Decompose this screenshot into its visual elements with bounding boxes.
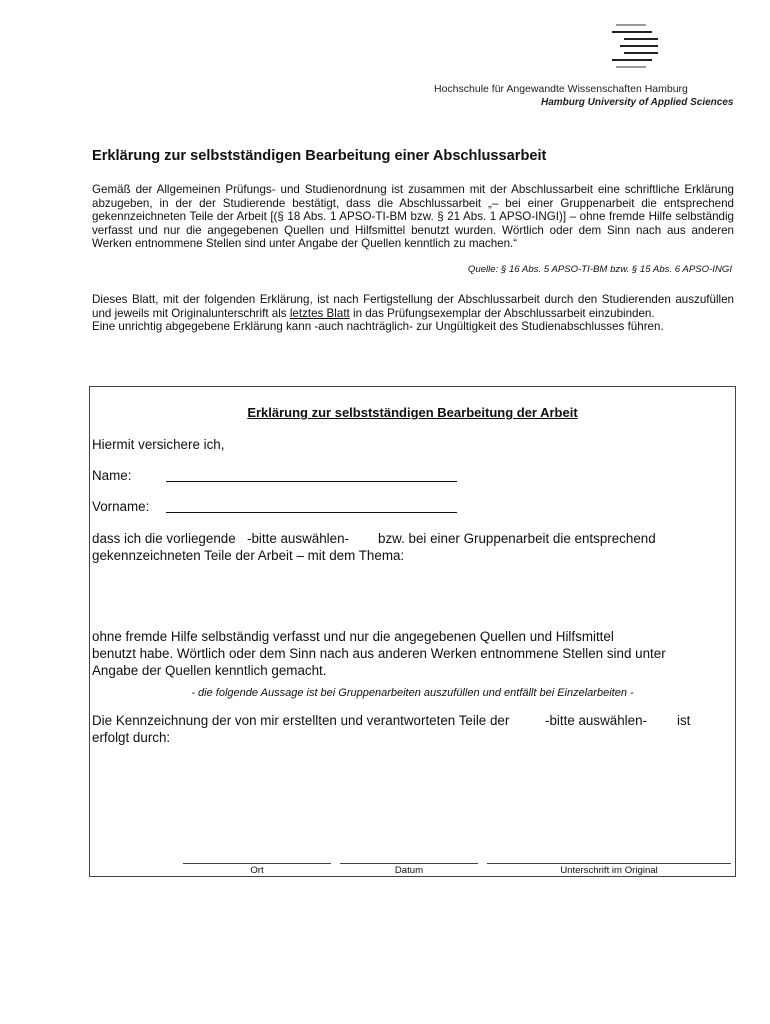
declaration-form xyxy=(89,386,736,877)
signature-label: Unterschrift im Original xyxy=(560,865,658,876)
warning-text: Eine unrichtig abgegebene Erklärung kann -auch nachträglich- zur Ungültigkeit des Studienabschlusses führen. xyxy=(92,320,664,334)
statement-text-b: bzw. bei einer Gruppenarbeit die entsprechend xyxy=(378,531,656,546)
ort-line[interactable] xyxy=(183,863,331,864)
declaration-line1: ohne fremde Hilfe selbständig verfasst und nur die angegebenen Quellen und Hilfsmittel xyxy=(92,629,614,644)
university-logo xyxy=(612,24,658,68)
declaration-line3: Angabe der Quellen kenntlich gemacht. xyxy=(92,663,327,678)
university-name-de: Hochschule für Angewandte Wissenschaften Hamburg xyxy=(434,83,688,95)
university-name-en: Hamburg University of Applied Sciences xyxy=(541,97,734,108)
vorname-field[interactable] xyxy=(166,512,457,513)
group-hint: - die folgende Aussage ist bei Gruppenarbeiten auszufüllen und entfällt bei Einzelarbeiten - xyxy=(191,687,634,699)
signature-line[interactable] xyxy=(487,863,731,864)
document-title: Erklärung zur selbstständigen Bearbeitung einer Abschlussarbeit xyxy=(92,148,547,164)
datum-line[interactable] xyxy=(340,863,478,864)
group-text-a: Die Kennzeichnung der von mir erstellten und verantworteten Teile der xyxy=(92,713,510,728)
intro-paragraph: Gemäß der Allgemeinen Prüfungs- und Studienordnung ist zusammen mit der Abschlussarbeit eine schriftliche Erklärung abzugeben, in der der Studierende bestätigt, dass die Abschlussarbeit „– bei einer Gruppenarbeit die entsprechend gekennzeichneten Teile der Arbeit [(§ 18 Abs. 1 APSO-TI-BM bzw. § 21 Abs. 1 APSO-INGI)] – ohne fremde Hilfe selbständig verfasst und nur die angegebenen Quellen und Hilfsmittel benutzt wurden. Wörtlich oder dem Sinn nach aus anderen Werken entnommene Stellen sind unter Angabe der Quellen kenntlich zu machen.“ xyxy=(92,183,734,251)
statement-text-a: dass ich die vorliegende xyxy=(92,531,236,546)
source-citation: Quelle: § 16 Abs. 5 APSO-TI-BM bzw. § 15 Abs. 6 APSO-INGI xyxy=(467,264,732,275)
statement-line2: gekennzeichneten Teile der Arbeit – mit dem Thema: xyxy=(92,548,405,563)
name-field[interactable] xyxy=(166,481,457,482)
instructions-text-1: Dieses Blatt, mit der folgenden Erklärung, ist nach Fertigstellung der Abschlussarbeit durch den Studierenden auszufüllen und jeweils mit Originalunterschrift als xyxy=(92,293,734,320)
instructions-text-2: in das Prüfungsexemplar der Abschlussarbeit einzubinden. xyxy=(349,306,655,320)
instructions-paragraph xyxy=(92,293,734,334)
group-work-type-select[interactable]: -bitte auswählen- xyxy=(545,713,647,728)
declaration-line2: benutzt habe. Wörtlich oder dem Sinn nach aus anderen Werken entnommene Stellen sind unter xyxy=(92,646,666,661)
datum-label: Datum xyxy=(394,865,424,876)
group-text-b: ist xyxy=(677,713,691,728)
name-label: Name: xyxy=(92,468,132,483)
affirm-text: Hiermit versichere ich, xyxy=(92,437,225,452)
instructions-underlined: letztes Blatt xyxy=(289,306,350,320)
work-type-select[interactable]: -bitte auswählen- xyxy=(247,531,349,546)
form-title: Erklärung zur selbstständigen Bearbeitung der Arbeit xyxy=(247,405,578,420)
ort-label: Ort xyxy=(250,865,264,876)
group-line2: erfolgt durch: xyxy=(92,730,171,745)
vorname-label: Vorname: xyxy=(92,499,150,514)
